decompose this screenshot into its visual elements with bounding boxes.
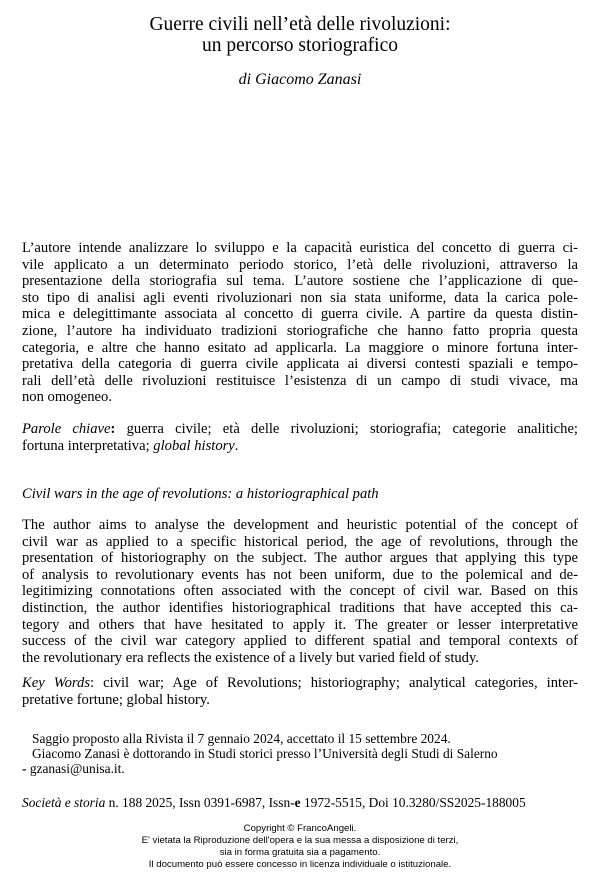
abstract-it-line: categoria, e altre che hanno esitato ad applicarla. La maggiore o minore fortuna inter- — [22, 339, 578, 356]
keywords-it-colon: : — [110, 421, 116, 437]
abstract-it-line: sto tipo di analisi agli eventi rivoluzionari non sia stata uniforme, data la carica pole- — [22, 289, 578, 306]
abstract-italian — [22, 240, 578, 406]
abstract-en-line: presentation of historiography on the subject. The author argues that applying this type — [22, 550, 578, 567]
keywords-en-line-1 — [22, 675, 578, 692]
submission-info — [22, 731, 578, 776]
copyright-line-3: sia in forma gratuita sia a pagamento. — [219, 847, 381, 858]
article-title-line-1: Guerre civili nell’età delle rivoluzioni: — [149, 14, 451, 35]
abstract-it-line: presentazione della storiografia sul tema. L’autore sostiene che l’applicazione di que- — [22, 273, 578, 290]
keywords-it-line-1 — [22, 421, 578, 438]
keywords-it-global-history: global history — [153, 437, 235, 454]
abstract-it-line: zione, l’autore ha individuato tradizioni storiografiche che hanno fatto propria questa — [22, 322, 578, 339]
copyright-line-2: E' vietata la Riproduzione dell'opera e la sua messa a disposizione di terzi, — [141, 835, 459, 846]
author-affiliation: Giacomo Zanasi è dottorando in Studi storici presso l’Università degli Studi di Salerno — [32, 746, 498, 761]
abstract-it-line: rali dell’età delle rivoluzioni restituisce l’esistenza di un campo di studi vivace, ma — [22, 372, 578, 389]
keywords-en-label: Key Words — [22, 675, 91, 691]
keywords-it-text-2: fortuna interpretativa; — [22, 437, 154, 454]
english-title: Civil wars in the age of revolutions: a historiographical path — [22, 486, 379, 502]
abstract-en-line: distinction, the author identifies historiographical traditions that have accepted this ca- — [22, 599, 578, 616]
email-dash: - — [22, 761, 27, 776]
article-title-line-2: un percorso storiografico — [201, 35, 399, 56]
citation-text-a: n. 188 2025, Issn 0391-6987, Issn — [105, 795, 291, 810]
journal-citation — [22, 795, 578, 810]
copyright-line-4: Il documento può essere concesso in licenza individuale o istituzionale. — [148, 859, 452, 870]
abstract-en-line: the revolutionary era reflects the existence of a lively but varied field of study. — [22, 649, 479, 666]
abstract-it-line: vile applicato a un determinato periodo storico, l’età delle rivoluzioni, attraverso la — [22, 256, 578, 273]
keywords-it-end: . — [234, 437, 239, 454]
keywords-english — [22, 675, 578, 708]
keywords-en-text: : civil war; Age of Revolutions; historiography; analytical categories, inter- — [90, 675, 578, 691]
keywords-it-line-2 — [22, 438, 578, 455]
abstract-en-line: success of the civil war category applied to different spatial and temporal contexts of — [22, 633, 578, 650]
abstract-en-line: civil war as applied to a specific historical period, the age of revolutions, through the — [22, 533, 578, 550]
abstract-it-line: non omogeneo. — [22, 389, 112, 406]
author-email: gzanasi@unisa.it. — [26, 761, 125, 776]
abstract-en-line: tegory and others that have hesitated to apply it. The greater or lesser interpretative — [22, 616, 578, 633]
keywords-it-label: Parole chiave — [22, 421, 111, 437]
submission-dates: Saggio proposto alla Rivista il 7 gennaio 2024, accettato il 15 settembre 2024. — [32, 731, 451, 746]
copyright-line-1: Copyright © FrancoAngeli. — [243, 823, 357, 834]
abstract-it-line: mica e delegittimante associata al concetto di guerra civile. A partire da questa distin- — [22, 306, 578, 323]
citation-text-b: 1972-5515, Doi 10.3280/SS2025-188005 — [300, 795, 526, 810]
abstract-en-line: The author aims to analyse the development and heuristic potential of the concept of — [22, 517, 578, 533]
keywords-it-text: guerra civile; età delle rivoluzioni; storiografia; categorie analitiche; — [115, 421, 578, 437]
abstract-it-line: L’autore intende analizzare lo sviluppo e la capacità euristica del concetto di guerra ci- — [22, 240, 578, 256]
article-author: di Giacomo Zanasi — [238, 71, 362, 88]
abstract-english — [22, 517, 578, 666]
author-email-line — [22, 761, 578, 776]
keywords-italian — [22, 421, 578, 454]
copyright-footer — [0, 823, 600, 871]
abstract-en-line: of analysis to revolutionary events has not been uniform, due to the polemical and de- — [22, 566, 578, 583]
abstract-it-line: pretativa della categoria di guerra civile applicata ai diversi contesti spaziali e tempo- — [22, 356, 578, 373]
abstract-en-line: legitimizing connotations often associated with the concept of civil war. Based on this — [22, 583, 578, 600]
keywords-en-line-2: pretative fortune; global history. — [22, 691, 210, 708]
journal-name: Società e storia — [22, 795, 106, 810]
citation-issn-e: -e — [290, 795, 301, 810]
